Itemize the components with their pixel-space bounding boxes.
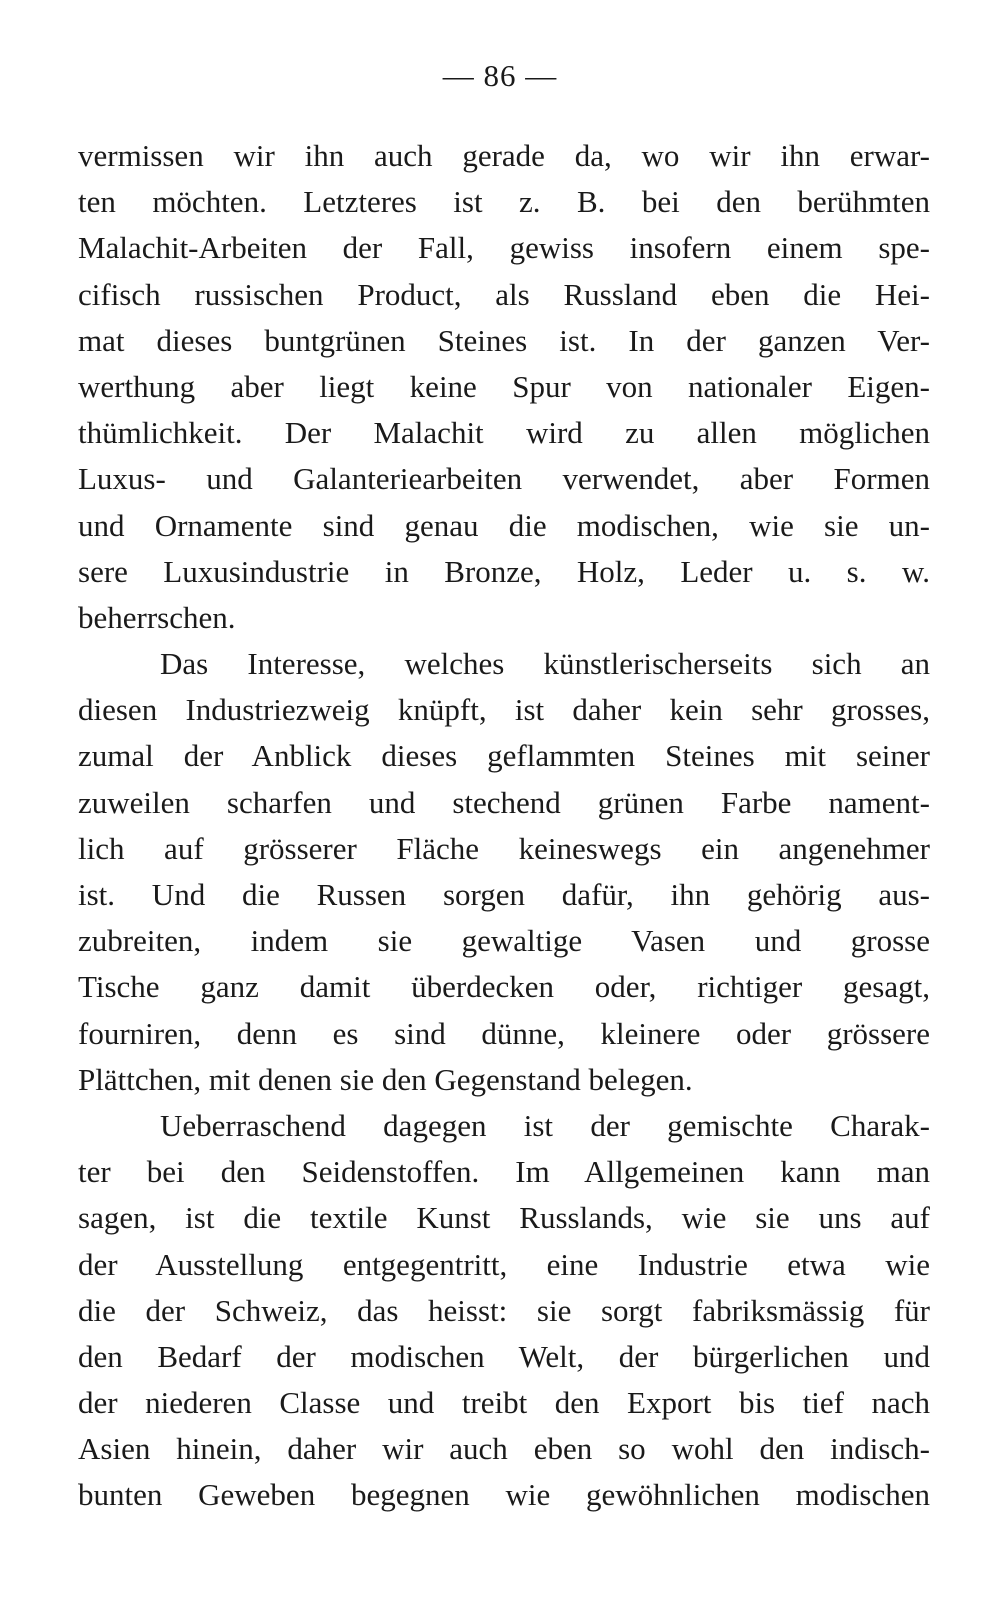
text-line: Malachit-Arbeiten der Fall, gewiss insofern einem spe- <box>78 230 930 266</box>
text-line: vermissen wir ihn auch gerade da, wo wir ihn erwar- <box>78 138 930 173</box>
text-line: die der Schweiz, das heisst: sie sorgt fabriksmässig für <box>78 1292 930 1328</box>
text-line: bunten Geweben begegnen wie gewöhnlichen modischen <box>78 1477 930 1513</box>
text-line: ist. Und die Russen sorgen dafür, ihn gehörig aus- <box>78 877 930 912</box>
text-line: ten möchten. Letzteres ist z. B. bei den berühmten <box>78 184 930 220</box>
text-line: cifisch russischen Product, als Russland eben die Hei- <box>78 276 930 312</box>
text-line: fourniren, denn es sind dünne, kleinere oder grössere <box>78 1015 930 1051</box>
paragraph-end-line: beherrschen. <box>78 599 236 635</box>
text-line: und Ornamente sind genau die modischen, wie sie un- <box>78 507 930 543</box>
text-line: sagen, ist die textile Kunst Russlands, wie sie uns auf <box>78 1200 930 1236</box>
text-line: ter bei den Seidenstoffen. Im Allgemeinen kann man <box>78 1154 930 1190</box>
text-line: diesen Industriezweig knüpft, ist daher kein sehr grosses, <box>78 692 930 728</box>
paragraph-end-line: Plättchen, mit denen sie den Gegenstand belegen. <box>78 1061 693 1097</box>
text-line: mat dieses buntgrünen Steines ist. In der ganzen Ver- <box>78 322 930 358</box>
text-line: sere Luxusindustrie in Bronze, Holz, Leder u. s. w. <box>78 553 930 589</box>
text-line: werthung aber liegt keine Spur von nationaler Eigen- <box>78 368 930 404</box>
text-line: zuweilen scharfen und stechend grünen Farbe nament- <box>78 784 930 820</box>
text-line: lich auf grösserer Fläche keineswegs ein angenehmer <box>78 830 930 866</box>
text-line: Tische ganz damit überdecken oder, richtiger gesagt, <box>78 969 930 1005</box>
body-text <box>78 133 930 1519</box>
page-number: — 86 — <box>442 58 558 93</box>
text-line: zumal der Anblick dieses geflammten Steines mit seiner <box>78 738 930 774</box>
text-line: der Ausstellung entgegentritt, eine Industrie etwa wie <box>78 1246 930 1282</box>
text-line: Asien hinein, daher wir auch eben so wohl den indisch- <box>78 1431 930 1467</box>
text-line: zubreiten, indem sie gewaltige Vasen und grosse <box>78 923 930 959</box>
paragraph-start-line: Das Interesse, welches künstlerischerseits sich an <box>160 646 930 682</box>
text-line: Luxus- und Galanteriearbeiten verwendet, aber Formen <box>78 461 930 497</box>
text-line: thümlichkeit. Der Malachit wird zu allen möglichen <box>78 415 930 451</box>
paragraph-start-line: Ueberraschend dagegen ist der gemischte Charak- <box>160 1107 930 1143</box>
text-line: der niederen Classe und treibt den Export bis tief nach <box>78 1385 930 1421</box>
text-line: den Bedarf der modischen Welt, der bürgerlichen und <box>78 1338 930 1374</box>
